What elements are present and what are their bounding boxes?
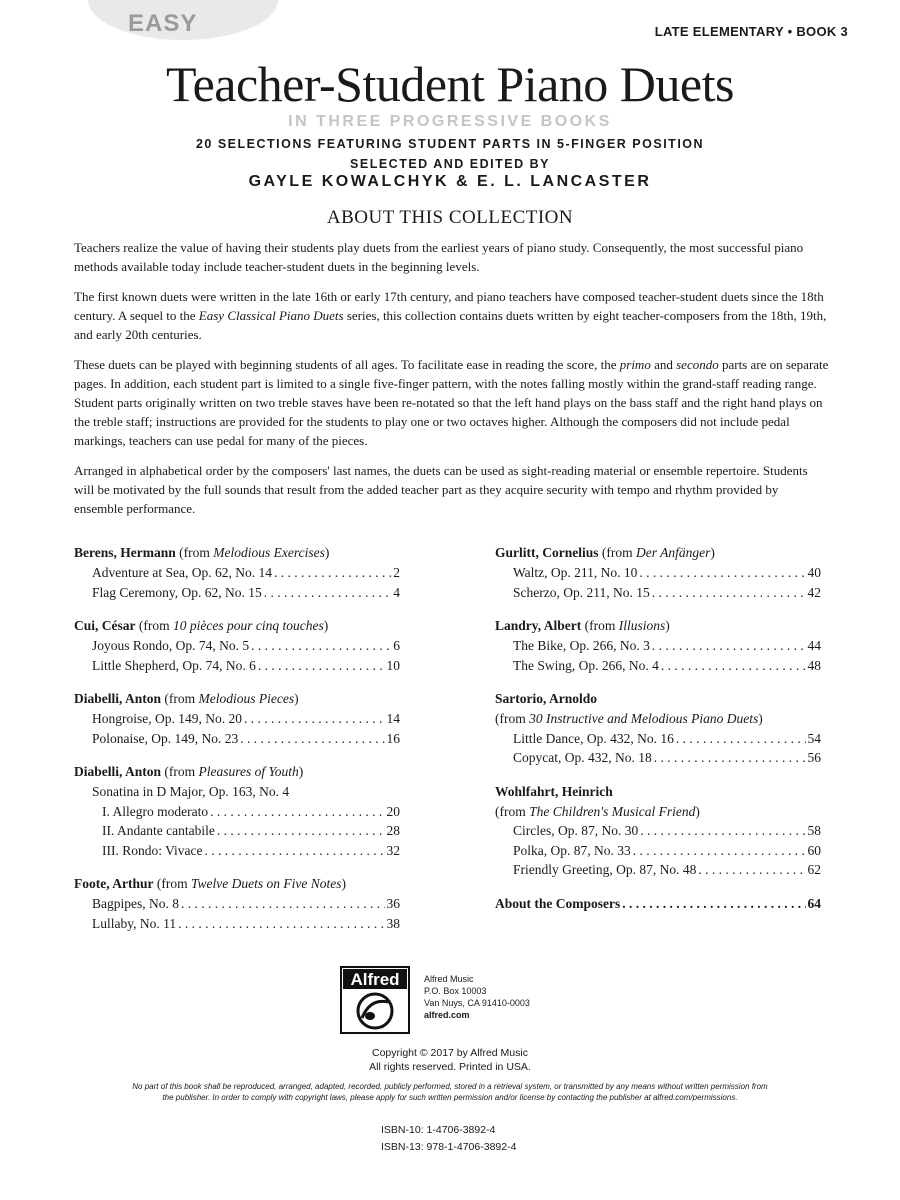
toc-entry[interactable]: Copycat, Op. 432, No. 18 . . . 56 <box>495 748 821 768</box>
toc-entry-about-composers[interactable]: About the Composers . . . 64 <box>495 894 821 914</box>
toc-entry[interactable]: Flag Ceremony, Op. 62, No. 15 . . . 4 <box>74 583 400 603</box>
alfred-logo-text: Alfred <box>350 970 400 989</box>
publisher-box: P.O. Box 10003 <box>424 986 487 996</box>
about-text <box>74 238 830 529</box>
toc-group <box>495 616 821 675</box>
publisher-website[interactable]: alfred.com <box>424 1010 470 1020</box>
toc-entry[interactable]: The Swing, Op. 266, No. 4 . . . 48 <box>495 656 821 676</box>
about-paragraph-1: Teachers realize the value of having their students play duets from the earliest years of piano study. Consequently, the most successful piano methods available today include teacher-student duets in the beginning levels. <box>74 240 804 274</box>
composer-heading: Gurlitt, Cornelius (from Der Anfänger) <box>495 545 715 560</box>
isbn-13: ISBN-13: 978-1-4706-3892-4 <box>381 1141 517 1153</box>
selected-by: SELECTED AND EDITED BY <box>350 157 550 171</box>
publisher-address <box>424 973 530 1021</box>
publisher-name: Alfred Music <box>424 974 474 984</box>
toc-group <box>74 616 400 675</box>
composer-heading: Foote, Arthur (from Twelve Duets on Five Notes) <box>74 876 346 891</box>
toc-group <box>495 689 821 768</box>
copyright <box>0 1046 900 1074</box>
about-paragraph-3: These duets can be played with beginning students of all ages. To facilitate ease in reading the score, the primo and secondo parts are on separate pages. In addition, each student part is limited to a single five-finger pattern, with the notes falling mostly within the grand-staff reading range. Student parts originally written on two treble staves have been re-notated so that the left hand plays on the bass staff and the right hand plays on the treble staff; instructions are provided for the students to play one or two octaves higher. Although the composers did not include pedal markings, teachers can use pedal for many of the pieces. <box>74 357 829 448</box>
easy-badge: EASY <box>128 10 198 37</box>
about-paragraph-2: The first known duets were written in the late 16th or early 17th century, and piano teachers have composed teacher-student duets since the 18th century. A sequel to the Easy Classical Piano Duets series, this collection contains duets written by eight teacher-composers from the 18th, 19th, and early 20th centuries. <box>74 289 827 342</box>
toc-entry[interactable]: Friendly Greeting, Op. 87, No. 48 . . . 62 <box>495 860 821 880</box>
page-title: Teacher-Student Piano Duets <box>166 56 734 112</box>
toc-group <box>495 782 821 880</box>
toc-entry[interactable]: Scherzo, Op. 211, No. 15 . . . 42 <box>495 583 821 603</box>
toc-group <box>74 762 400 860</box>
toc-group <box>495 894 821 914</box>
toc-group <box>495 543 821 602</box>
copyright-line: Copyright © 2017 by Alfred Music <box>372 1047 528 1059</box>
legal-notice: No part of this book shall be reproduced, arranged, adapted, recorded, publicly performed, stored in a retrieval system, or transmitted by any means without written permission from the publisher. In order to comply with copyright laws, please apply for such written permission and/or license by contacting the publisher at alfred.com/permissions. <box>132 1082 768 1102</box>
toc-entry[interactable]: II. Andante cantabile . . . 28 <box>74 821 400 841</box>
toc-right-column <box>495 543 821 927</box>
toc-entry[interactable]: Lullaby, No. 11 . . . 38 <box>74 914 400 934</box>
composer-heading: Berens, Hermann (from Melodious Exercises) <box>74 545 330 560</box>
toc-entry[interactable]: Polonaise, Op. 149, No. 23 . . . 16 <box>74 729 400 749</box>
about-paragraph-4: Arranged in alphabetical order by the composers' last names, the duets can be used as sight-reading material or ensemble repertoire. Students will be motivated by the full sounds that result from the added teacher part as they acquire security with tempo and rhythm provided by ensemble performance. <box>74 463 808 516</box>
toc-group <box>74 874 400 933</box>
tagline: 20 SELECTIONS FEATURING STUDENT PARTS IN 5-FINGER POSITION <box>195 137 705 151</box>
composer-source: (from 30 Instructive and Melodious Piano Duets) <box>495 711 763 726</box>
sonatina-title: Sonatina in D Major, Op. 163, No. 4 <box>92 784 290 799</box>
toc-entry[interactable]: Little Shepherd, Op. 74, No. 6 . . . 10 <box>74 656 400 676</box>
isbn-10: ISBN-10: 1-4706-3892-4 <box>381 1124 496 1136</box>
toc-group <box>74 689 400 748</box>
publisher-city: Van Nuys, CA 91410-0003 <box>424 998 530 1008</box>
toc-entry[interactable]: Circles, Op. 87, No. 30 . . . 58 <box>495 821 821 841</box>
toc-left-column <box>74 543 400 947</box>
toc-entry[interactable]: The Bike, Op. 266, No. 3 . . . 44 <box>495 636 821 656</box>
toc-entry[interactable]: Hongroise, Op. 149, No. 20 . . . 14 <box>74 709 400 729</box>
toc-entry[interactable]: III. Rondo: Vivace . . . 32 <box>74 841 400 861</box>
about-heading: ABOUT THIS COLLECTION <box>326 207 574 228</box>
alfred-logo <box>340 966 410 1034</box>
composer-heading: Wohlfahrt, Heinrich <box>495 783 613 799</box>
composer-heading: Cui, César (from 10 pièces pour cinq touches) <box>74 618 329 633</box>
subtitle: IN THREE PROGRESSIVE BOOKS <box>288 113 612 130</box>
toc-group <box>74 543 400 602</box>
toc-entry[interactable]: Waltz, Op. 211, No. 10 . . . 40 <box>495 563 821 583</box>
composer-source: (from The Children's Musical Friend) <box>495 803 700 819</box>
toc-entry[interactable]: Little Dance, Op. 432, No. 16 . . . 54 <box>495 729 821 749</box>
composer-heading: Diabelli, Anton (from Melodious Pieces) <box>74 691 299 706</box>
toc-entry[interactable]: Adventure at Sea, Op. 62, No. 14 . . . 2 <box>74 563 400 583</box>
toc-entry[interactable]: Polka, Op. 87, No. 33 . . . 60 <box>495 841 821 861</box>
composer-heading: Diabelli, Anton (from Pleasures of Youth) <box>74 764 304 779</box>
isbn-block <box>381 1122 516 1156</box>
rights-line: All rights reserved. Printed in USA. <box>369 1061 531 1073</box>
composer-heading: Landry, Albert (from Illusions) <box>495 618 670 633</box>
toc-entry[interactable]: Joyous Rondo, Op. 74, No. 5 . . . 6 <box>74 636 400 656</box>
level-label: LATE ELEMENTARY • BOOK 3 <box>654 24 848 39</box>
toc-entry[interactable]: Bagpipes, No. 8 . . . 36 <box>74 894 400 914</box>
toc-entry[interactable]: I. Allegro moderato . . . 20 <box>74 802 400 822</box>
editors: GAYLE KOWALCHYK & E. L. LANCASTER <box>248 173 652 190</box>
composer-heading: Sartorio, Arnoldo <box>495 691 598 706</box>
